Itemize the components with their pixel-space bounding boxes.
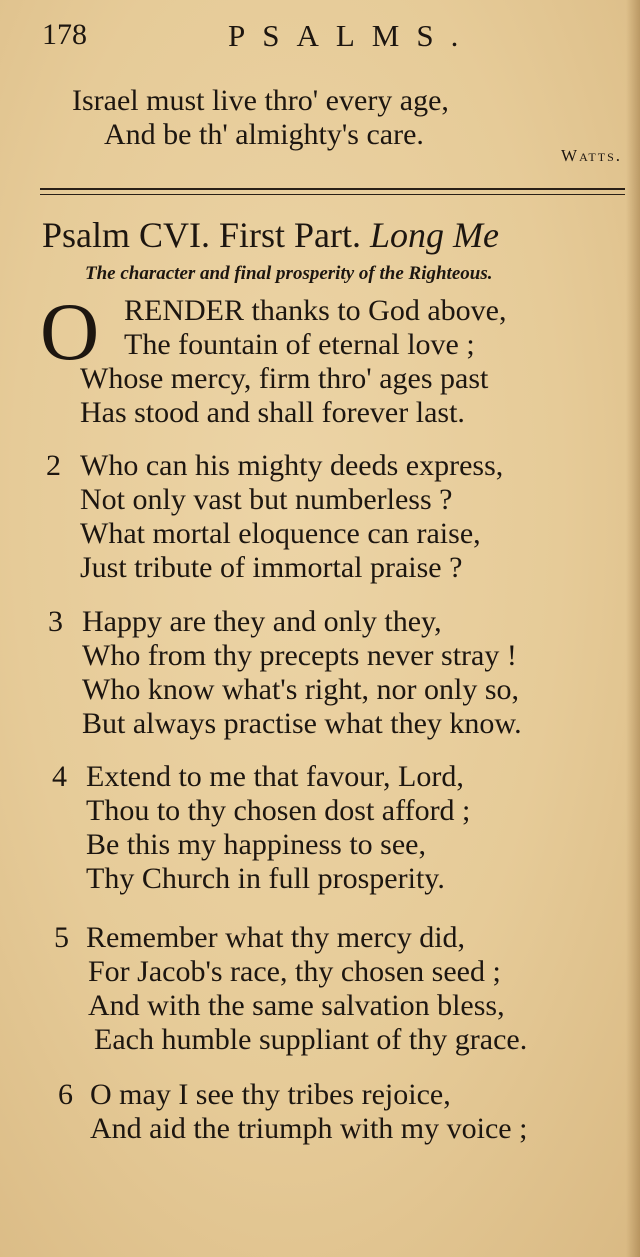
verse-line: Thy Church in full prosperity. [86,862,445,895]
previous-hymn-line: Israel must live thro' every age, [72,84,449,117]
drop-cap: O [40,286,100,377]
verse-number: 6 [58,1078,73,1111]
verse-line: And aid the triumph with my voice ; [90,1112,528,1145]
psalm-subtitle: The character and final prosperity of the Righteous. [85,263,493,284]
verse-number: 5 [54,921,69,954]
verse-line: RENDER thanks to God above, [124,294,507,327]
verse-line: Be this my happiness to see, [86,828,426,861]
verse-line: Who from thy precepts never stray ! [82,639,517,672]
verse-line: The fountain of eternal love ; [124,328,475,361]
verse-number: 4 [52,760,67,793]
verse-line: For Jacob's race, thy chosen seed ; [88,955,501,988]
previous-hymn-line: And be th' almighty's care. [104,118,424,151]
verse-line: Thou to thy chosen dost afford ; [86,794,471,827]
verse-line: Whose mercy, firm thro' ages past [80,362,489,395]
verse-line: Happy are they and only they, [82,605,442,638]
verse-number: 2 [46,449,61,482]
verse-line: Who know what's right, nor only so, [82,673,520,706]
verse-line: What mortal eloquence can raise, [80,517,481,550]
running-head [0,18,640,58]
psalm-title: Psalm CVI. First Part. [42,215,362,255]
verse-line: Each humble suppliant of thy grace. [94,1023,528,1056]
running-title: PSALMS. [228,18,476,53]
verse-number: 3 [48,605,63,638]
verse-line: Not only vast but numberless ? [80,483,453,516]
verse-line: And with the same salvation bless, [88,989,505,1022]
verse-line: O may I see thy tribes rejoice, [90,1078,451,1111]
verse-line: Just tribute of immortal praise ? [80,551,463,584]
psalm-meter: Long Me [370,215,500,255]
verse-line: Remember what thy mercy did, [86,921,466,954]
psalm-heading [42,214,499,256]
page-edge-shadow [626,0,640,1257]
section-rule [40,194,625,195]
verse-line: Extend to me that favour, Lord, [86,760,464,793]
section-rule [40,188,625,190]
verse-line: But always practise what they know. [82,707,522,740]
hymn-attribution: Watts. [561,146,622,165]
verse-line: Who can his mighty deeds express, [80,449,504,482]
page-number: 178 [42,18,87,51]
verse-line: Has stood and shall forever last. [80,396,465,429]
